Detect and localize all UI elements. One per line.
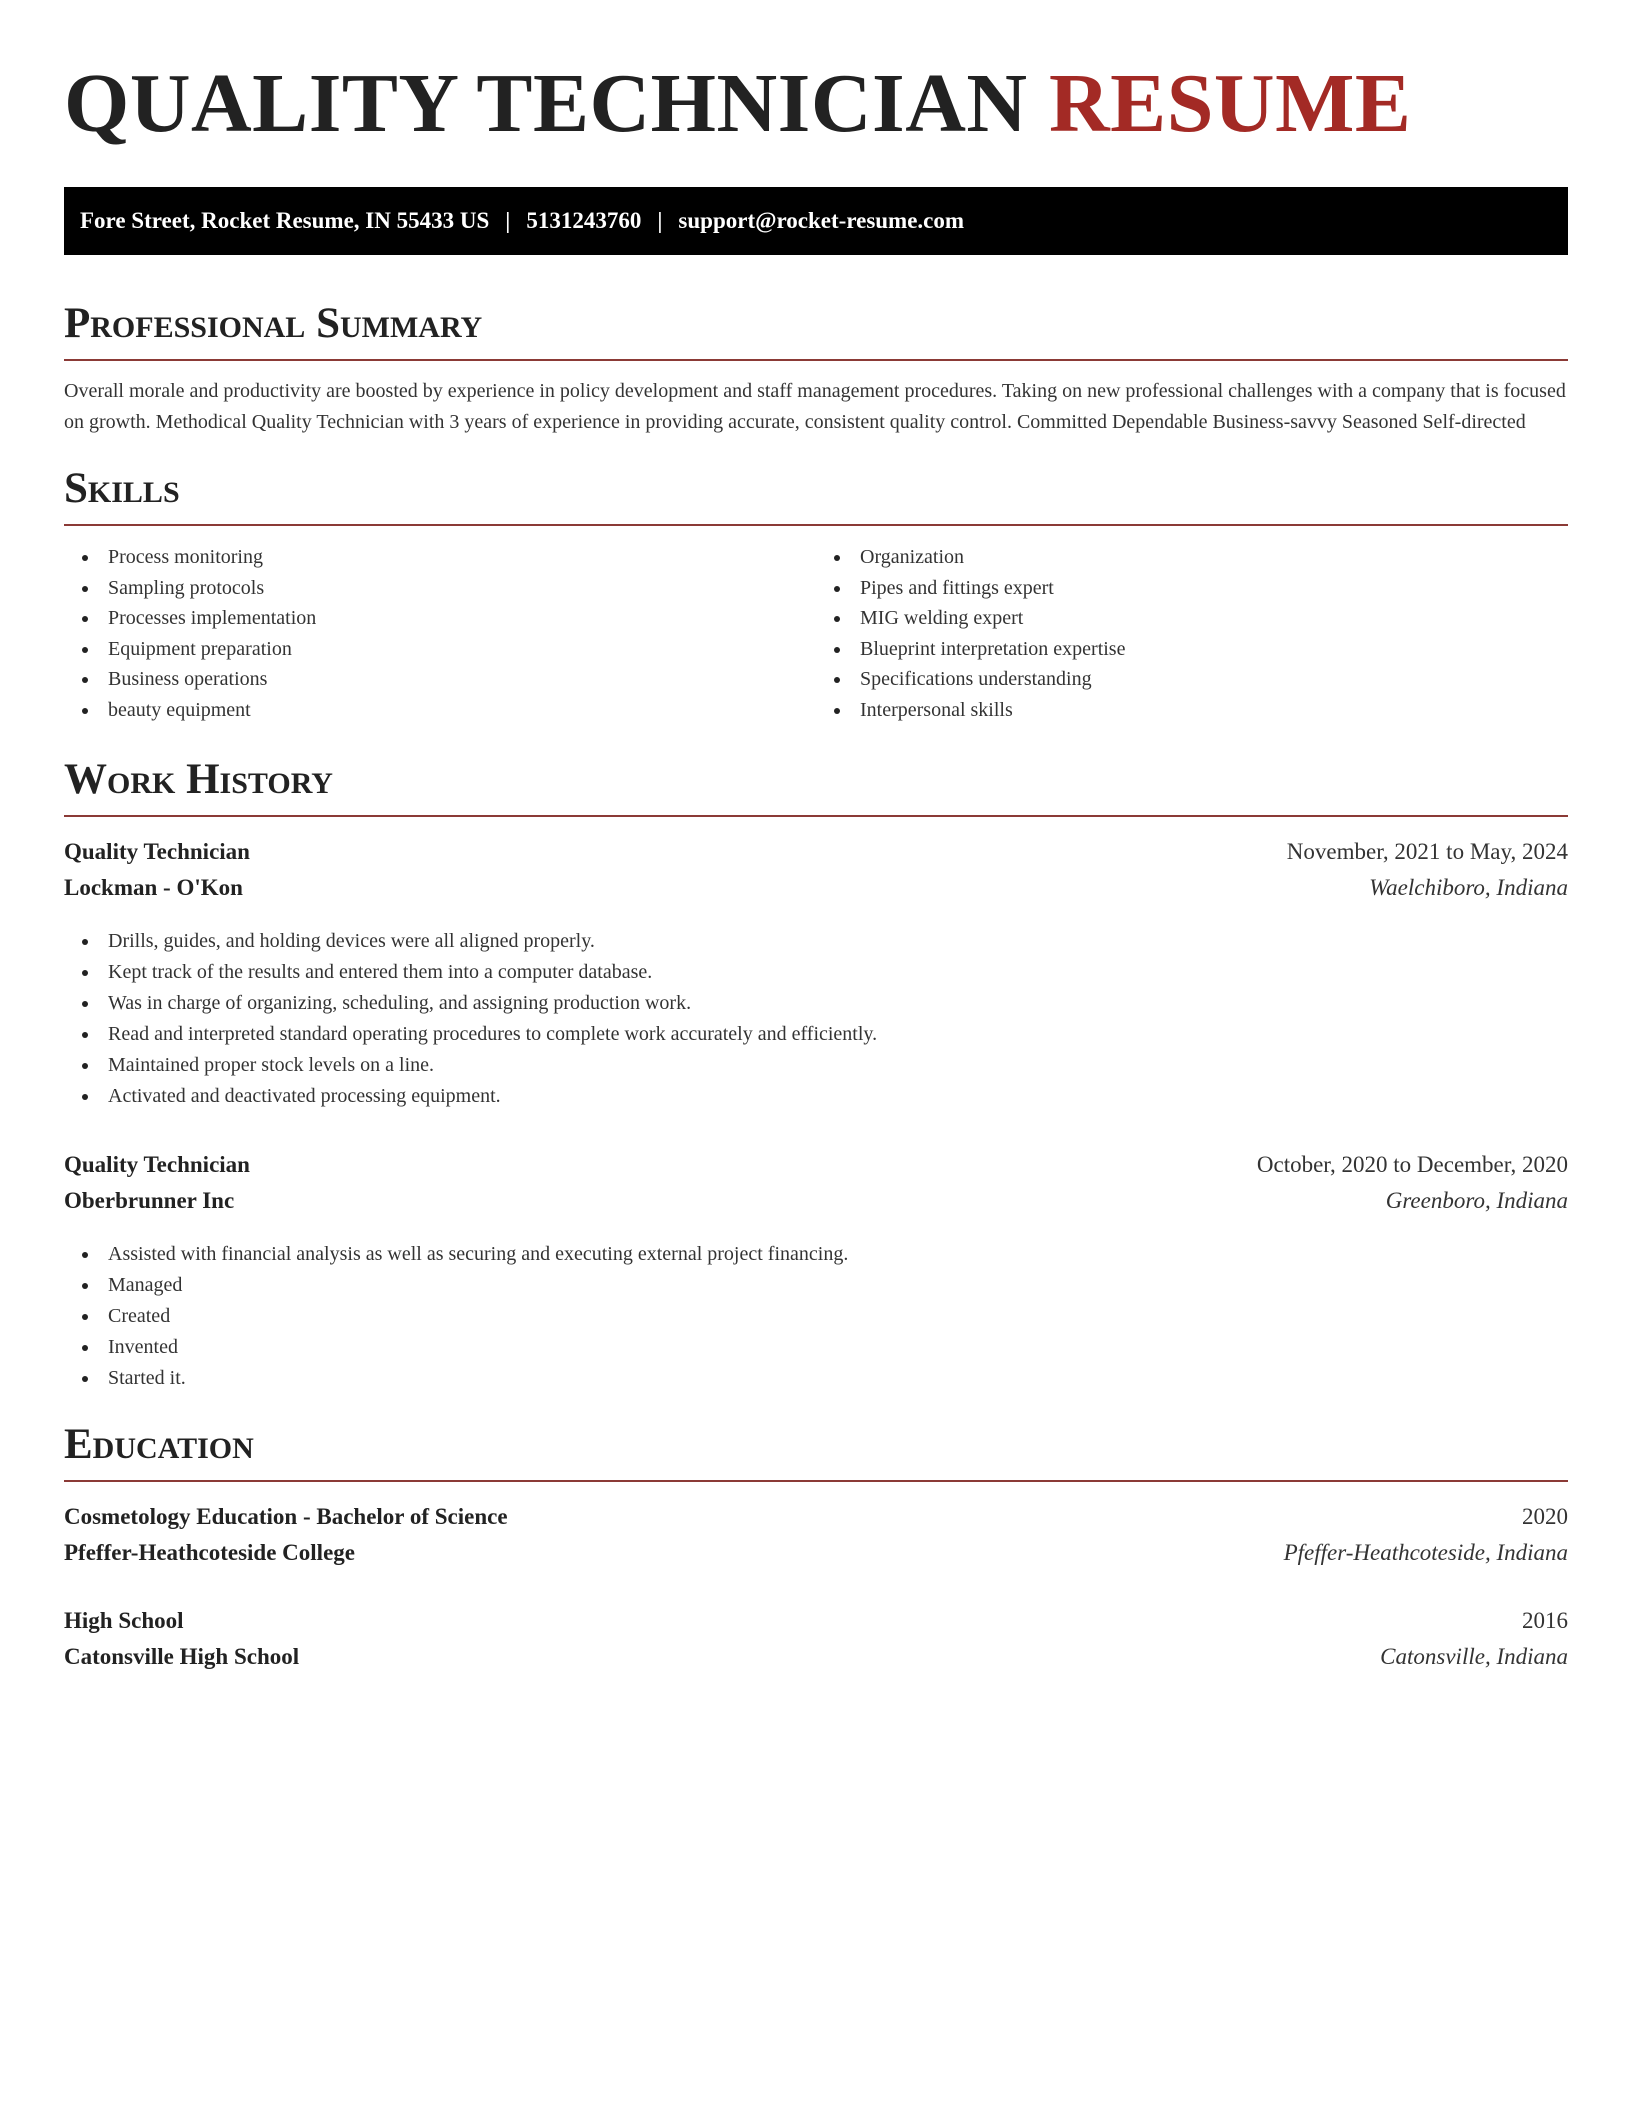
skills-list-right bbox=[816, 542, 1568, 725]
job-company: Oberbrunner Inc bbox=[64, 1188, 235, 1213]
contact-email: support@rocket-resume.com bbox=[678, 208, 965, 233]
education-heading: Education bbox=[64, 1420, 1568, 1482]
job-bullet: Assisted with financial analysis as well as securing and executing external project financing. bbox=[108, 1239, 1568, 1270]
job-bullet: Created bbox=[108, 1301, 1568, 1332]
job-company-row bbox=[64, 1183, 1568, 1219]
job-bullet: Started it. bbox=[108, 1363, 1568, 1394]
skill-item: Interpersonal skills bbox=[860, 695, 1568, 726]
education-entry bbox=[64, 1603, 1568, 1675]
job-company: Lockman - O'Kon bbox=[64, 875, 243, 900]
education-degree: High School bbox=[64, 1608, 184, 1633]
contact-separator: | bbox=[505, 208, 511, 233]
title-main: QUALITY TECHNICIAN bbox=[64, 57, 1028, 150]
education-location: Pfeffer-Heathcoteside, Indiana bbox=[1283, 1540, 1568, 1565]
skill-item: Equipment preparation bbox=[108, 634, 816, 665]
job-title: Quality Technician bbox=[64, 1152, 250, 1177]
education-entry bbox=[64, 1499, 1568, 1571]
job-bullet: Kept track of the results and entered them into a computer database. bbox=[108, 957, 1568, 988]
job-bullet: Maintained proper stock levels on a line. bbox=[108, 1050, 1568, 1081]
job-location: Waelchiboro, Indiana bbox=[1369, 875, 1568, 900]
education-school-row bbox=[64, 1639, 1568, 1675]
job-bullets bbox=[64, 1239, 1568, 1394]
title-accent: RESUME bbox=[1049, 57, 1412, 150]
contact-bar bbox=[64, 187, 1568, 255]
job-bullet: Read and interpreted standard operating procedures to complete work accurately and efficiently. bbox=[108, 1019, 1568, 1050]
skills-heading: Skills bbox=[64, 464, 1568, 526]
skill-item: Business operations bbox=[108, 664, 816, 695]
job-title-row bbox=[64, 1147, 1568, 1183]
contact-separator: | bbox=[657, 208, 663, 233]
summary-text: Overall morale and productivity are boosted by experience in policy development and staff management procedures. Taking on new professional challenges with a company that is focused on growth. Methodical Quality Technician with 3 years of experience in providing accurate, consistent quality control. Committed Dependable Business-savvy Seasoned Self-directed bbox=[64, 380, 1566, 433]
contact-address: Fore Street, Rocket Resume, IN 55433 US bbox=[80, 208, 490, 233]
skill-item: beauty equipment bbox=[108, 695, 816, 726]
work-history-heading: Work History bbox=[64, 755, 1568, 817]
job-company-row bbox=[64, 870, 1568, 906]
job-title-row bbox=[64, 834, 1568, 870]
education-degree-row bbox=[64, 1499, 1568, 1535]
job-entry bbox=[64, 834, 1568, 1112]
job-bullets bbox=[64, 926, 1568, 1112]
skill-item: Processes implementation bbox=[108, 603, 816, 634]
skill-item: Organization bbox=[860, 542, 1568, 573]
job-bullet: Drills, guides, and holding devices were all aligned properly. bbox=[108, 926, 1568, 957]
job-bullet: Was in charge of organizing, scheduling, and assigning production work. bbox=[108, 988, 1568, 1019]
job-entry bbox=[64, 1147, 1568, 1394]
job-bullet: Managed bbox=[108, 1270, 1568, 1301]
education-location: Catonsville, Indiana bbox=[1380, 1644, 1568, 1669]
skill-item: Sampling protocols bbox=[108, 573, 816, 604]
job-location: Greenboro, Indiana bbox=[1385, 1188, 1568, 1213]
skills-list-left bbox=[64, 542, 816, 725]
contact-phone: 5131243760 bbox=[526, 208, 642, 233]
skill-item: MIG welding expert bbox=[860, 603, 1568, 634]
job-bullet: Invented bbox=[108, 1332, 1568, 1363]
skill-item: Process monitoring bbox=[108, 542, 816, 573]
education-year: 2020 bbox=[1522, 1504, 1568, 1529]
education-degree-row bbox=[64, 1603, 1568, 1639]
summary-heading: Professional Summary bbox=[64, 299, 1568, 361]
job-dates: October, 2020 to December, 2020 bbox=[1256, 1152, 1568, 1177]
education-degree: Cosmetology Education - Bachelor of Science bbox=[64, 1504, 508, 1529]
education-school-row bbox=[64, 1535, 1568, 1571]
job-title: Quality Technician bbox=[64, 839, 250, 864]
skill-item: Blueprint interpretation expertise bbox=[860, 634, 1568, 665]
education-school: Pfeffer-Heathcoteside College bbox=[64, 1540, 355, 1565]
skills-grid bbox=[64, 542, 1568, 725]
job-bullet: Activated and deactivated processing equipment. bbox=[108, 1081, 1568, 1112]
education-year: 2016 bbox=[1522, 1608, 1568, 1633]
resume-title bbox=[64, 56, 1568, 152]
job-dates: November, 2021 to May, 2024 bbox=[1286, 839, 1568, 864]
skill-item: Specifications understanding bbox=[860, 664, 1568, 695]
skill-item: Pipes and fittings expert bbox=[860, 573, 1568, 604]
education-school: Catonsville High School bbox=[64, 1644, 300, 1669]
